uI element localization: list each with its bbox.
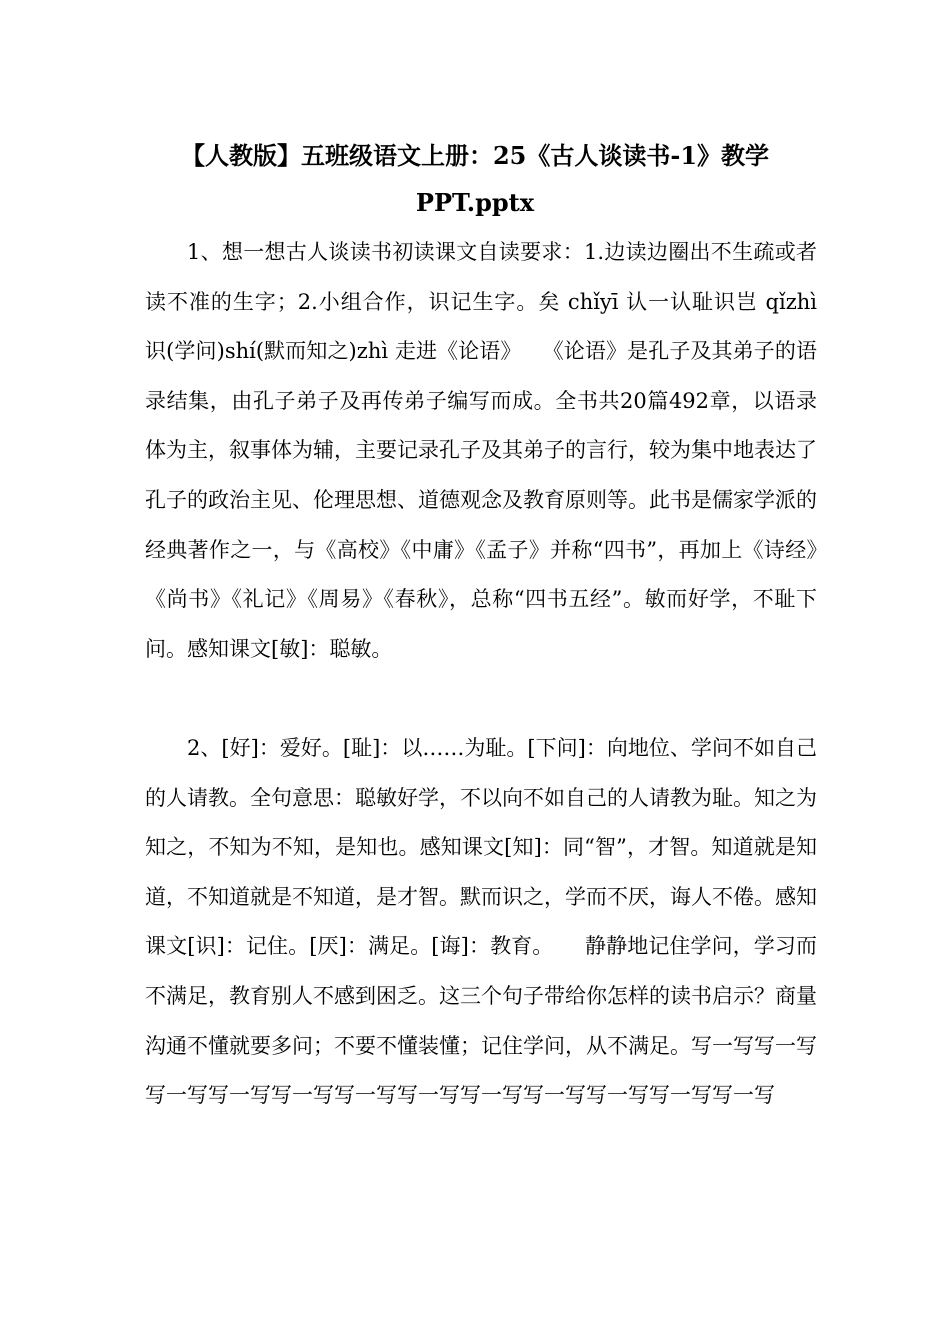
- document-title-line-2: PPT.pptx: [415, 188, 535, 217]
- document-title-line-1: 【人教版】五班级语文上册：25《古人谈读书-1》教学: [180, 141, 770, 170]
- paragraph-2: 2、[好]：爱好。[耻]：以……为耻。[下问]：向地位、学问不如自己的人请教。全句意思：聪敏好学，不以向不如自己的人请教为耻。知之为知之，不知为不知，是知也。感知课文[知]：同“智”，才智。知道就是知道，不知道就是不知道，是才智。默而识之，学而不厌，诲人不倦。感知课文[识]：记住。[厌]：满足。[诲]：教育。 静静地记住学问，学习而不满足，教育别人不感到困乏。这三个句子带给你怎样的读书启示？商量 沟通不懂就要多问；不要不懂装懂；记住学问，从不满足。写一写写一写写一写写一写写一写写一写写一写写一写写一写写一写写一写写一写: [145, 736, 817, 1108]
- paragraph-1: 1、想一想古人谈读书初读课文自读要求：1.边读边圈出不生疏或者读不准的生字；2.小组合作，识记生字。矣 chǐyī 认一认耻识岂 qǐzhì 识(学问)shí(默而知之)zhì 走进《论语》 《论语》是孔子及其弟子的语录结集，由孔子弟子及再传弟子编写而成。全书共20篇492章，以语录体为主，叙事体为辅，主要记录孔子及其弟子的言行，较为集中地表达了孔子的政治主见、伦理思想、道德观念及教育原则等。此书是儒家学派的经典著作之一，与《高校》《中庸》《孟子》并称“四书”，再加上《诗经》《尚书》《礼记》《周易》《春秋》，总称“四书五经”。敏而好学，不耻下问。感知课文[敏]：聪敏。: [145, 240, 817, 661]
